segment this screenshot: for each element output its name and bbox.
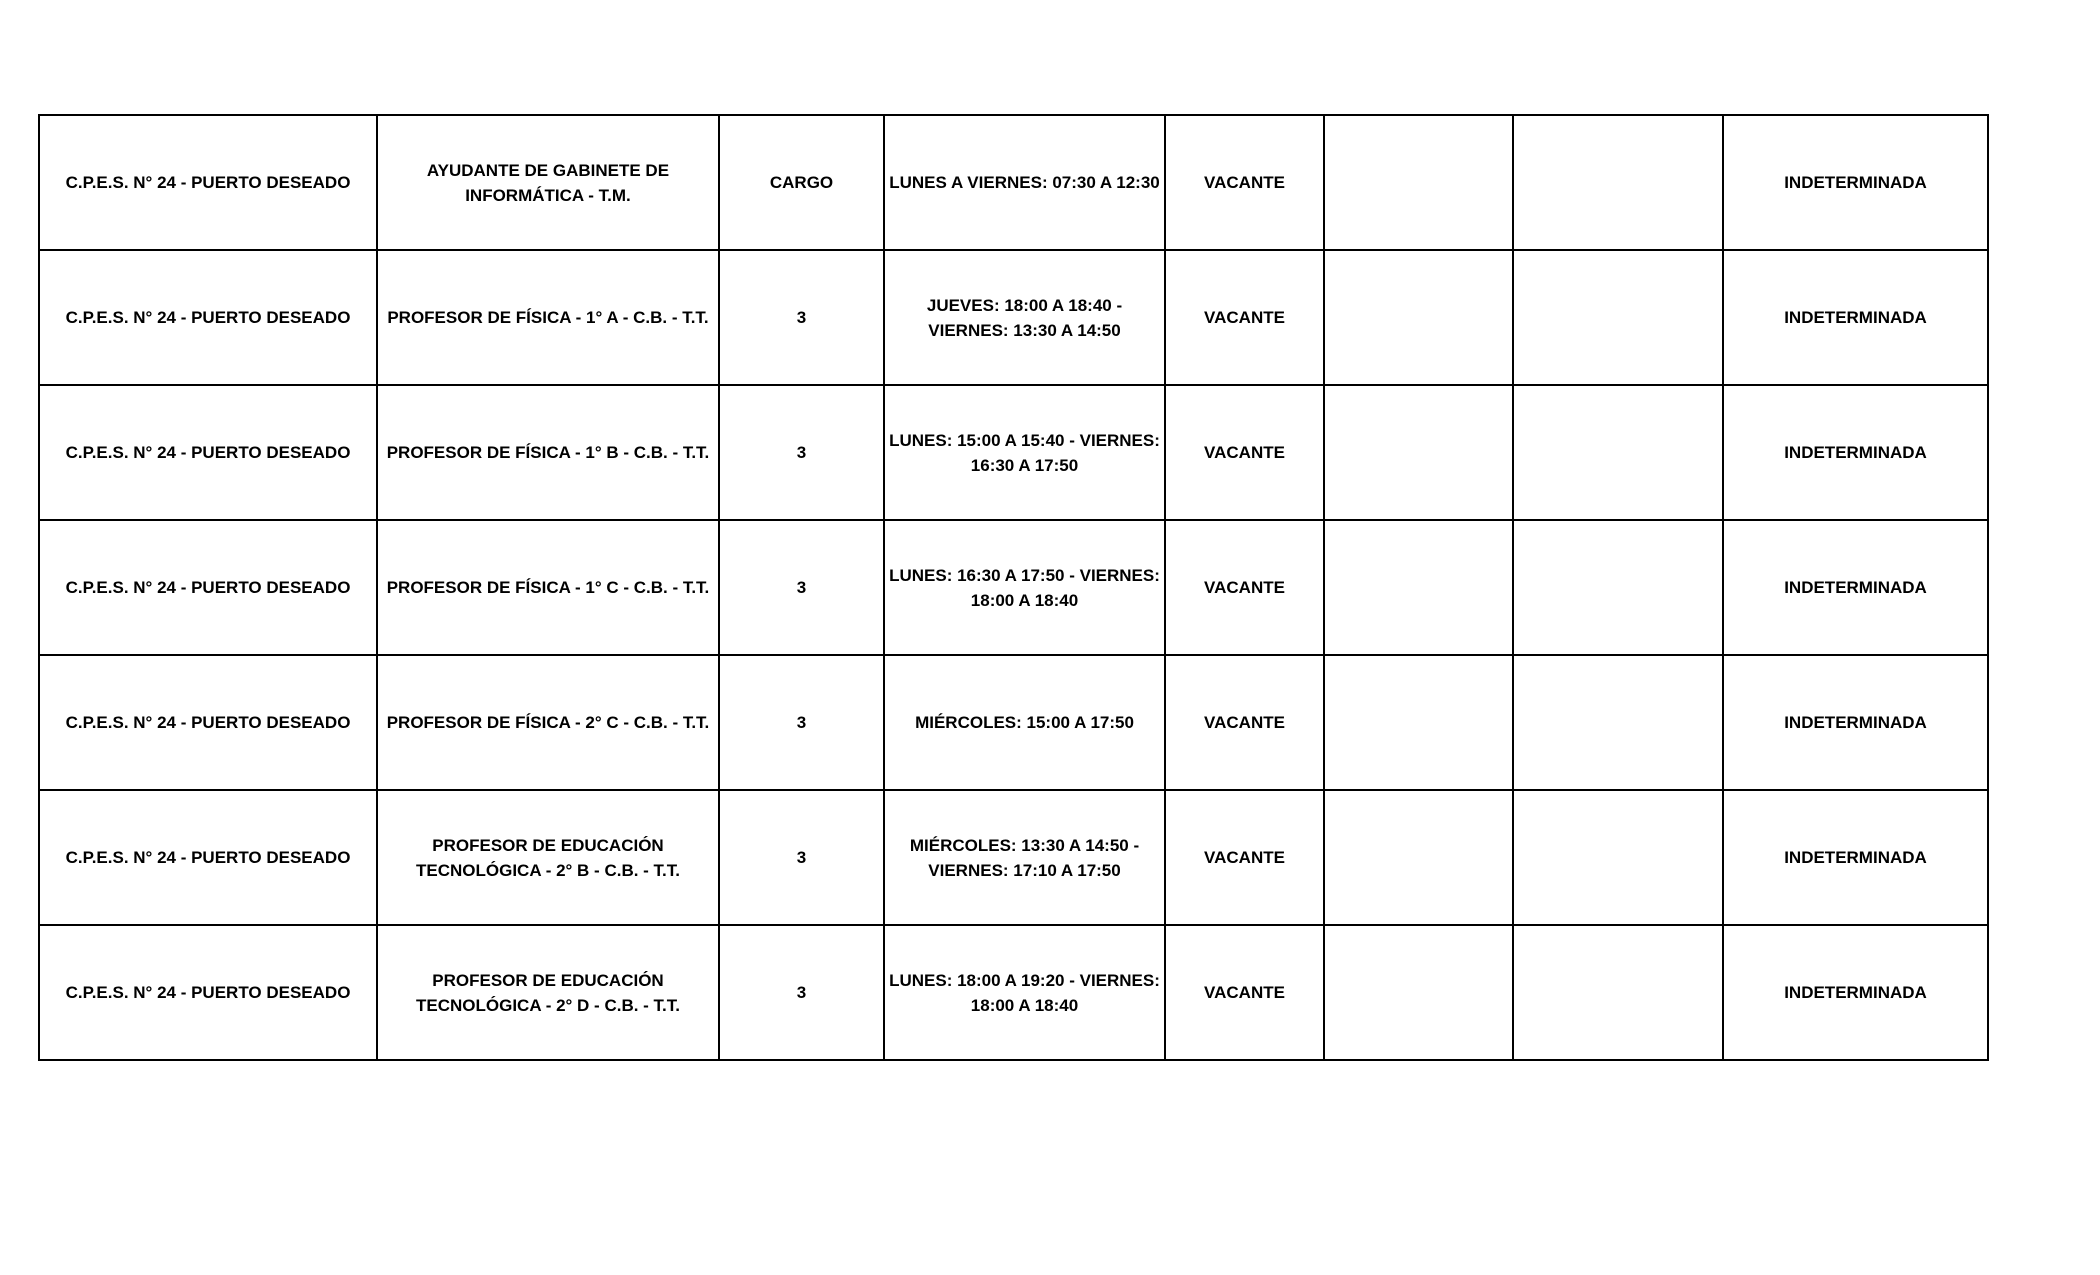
position-cell: PROFESOR DE FÍSICA - 1° C - C.B. - T.T. bbox=[377, 520, 719, 655]
empty-cell bbox=[1324, 115, 1513, 250]
term-cell: INDETERMINADA bbox=[1723, 115, 1988, 250]
empty-cell bbox=[1324, 385, 1513, 520]
table-row bbox=[39, 790, 1988, 925]
position-cell: PROFESOR DE FÍSICA - 2° C - C.B. - T.T. bbox=[377, 655, 719, 790]
hours-cell: 3 bbox=[719, 250, 884, 385]
hours-cell: 3 bbox=[719, 520, 884, 655]
empty-cell bbox=[1324, 790, 1513, 925]
table-row bbox=[39, 520, 1988, 655]
position-cell: PROFESOR DE EDUCACIÓN TECNOLÓGICA - 2° B - C.B. - T.T. bbox=[377, 790, 719, 925]
schedule-cell: LUNES: 16:30 A 17:50 - VIERNES: 18:00 A 18:40 bbox=[884, 520, 1165, 655]
position-cell: PROFESOR DE FÍSICA - 1° B - C.B. - T.T. bbox=[377, 385, 719, 520]
position-cell: PROFESOR DE EDUCACIÓN TECNOLÓGICA - 2° D - C.B. - T.T. bbox=[377, 925, 719, 1060]
empty-cell bbox=[1513, 925, 1723, 1060]
schedule-cell: LUNES: 18:00 A 19:20 - VIERNES: 18:00 A 18:40 bbox=[884, 925, 1165, 1060]
schedule-cell: JUEVES: 18:00 A 18:40 - VIERNES: 13:30 A 14:50 bbox=[884, 250, 1165, 385]
status-cell: VACANTE bbox=[1165, 115, 1324, 250]
empty-cell bbox=[1324, 520, 1513, 655]
hours-cell: 3 bbox=[719, 790, 884, 925]
status-cell: VACANTE bbox=[1165, 925, 1324, 1060]
empty-cell bbox=[1513, 115, 1723, 250]
empty-cell bbox=[1513, 385, 1723, 520]
school-cell: C.P.E.S. N° 24 - PUERTO DESEADO bbox=[39, 655, 377, 790]
status-cell: VACANTE bbox=[1165, 385, 1324, 520]
table-row bbox=[39, 655, 1988, 790]
table-row bbox=[39, 385, 1988, 520]
school-cell: C.P.E.S. N° 24 - PUERTO DESEADO bbox=[39, 520, 377, 655]
empty-cell bbox=[1513, 655, 1723, 790]
hours-cell: 3 bbox=[719, 655, 884, 790]
position-cell: PROFESOR DE FÍSICA - 1° A - C.B. - T.T. bbox=[377, 250, 719, 385]
table-row bbox=[39, 250, 1988, 385]
school-cell: C.P.E.S. N° 24 - PUERTO DESEADO bbox=[39, 925, 377, 1060]
school-cell: C.P.E.S. N° 24 - PUERTO DESEADO bbox=[39, 385, 377, 520]
empty-cell bbox=[1513, 790, 1723, 925]
schedule-cell: LUNES: 15:00 A 15:40 - VIERNES: 16:30 A 17:50 bbox=[884, 385, 1165, 520]
table-row bbox=[39, 115, 1988, 250]
schedule-cell: MIÉRCOLES: 15:00 A 17:50 bbox=[884, 655, 1165, 790]
schedule-cell: MIÉRCOLES: 13:30 A 14:50 - VIERNES: 17:10 A 17:50 bbox=[884, 790, 1165, 925]
term-cell: INDETERMINADA bbox=[1723, 790, 1988, 925]
term-cell: INDETERMINADA bbox=[1723, 655, 1988, 790]
status-cell: VACANTE bbox=[1165, 790, 1324, 925]
empty-cell bbox=[1513, 520, 1723, 655]
vacancy-table bbox=[38, 114, 1989, 1061]
term-cell: INDETERMINADA bbox=[1723, 925, 1988, 1060]
school-cell: C.P.E.S. N° 24 - PUERTO DESEADO bbox=[39, 250, 377, 385]
term-cell: INDETERMINADA bbox=[1723, 250, 1988, 385]
status-cell: VACANTE bbox=[1165, 520, 1324, 655]
schedule-cell: LUNES A VIERNES: 07:30 A 12:30 bbox=[884, 115, 1165, 250]
school-cell: C.P.E.S. N° 24 - PUERTO DESEADO bbox=[39, 115, 377, 250]
empty-cell bbox=[1324, 250, 1513, 385]
term-cell: INDETERMINADA bbox=[1723, 520, 1988, 655]
table-row bbox=[39, 925, 1988, 1060]
term-cell: INDETERMINADA bbox=[1723, 385, 1988, 520]
position-cell: AYUDANTE DE GABINETE DE INFORMÁTICA - T.M. bbox=[377, 115, 719, 250]
empty-cell bbox=[1324, 655, 1513, 790]
status-cell: VACANTE bbox=[1165, 655, 1324, 790]
school-cell: C.P.E.S. N° 24 - PUERTO DESEADO bbox=[39, 790, 377, 925]
empty-cell bbox=[1513, 250, 1723, 385]
hours-cell: 3 bbox=[719, 925, 884, 1060]
empty-cell bbox=[1324, 925, 1513, 1060]
hours-cell: 3 bbox=[719, 385, 884, 520]
status-cell: VACANTE bbox=[1165, 250, 1324, 385]
hours-cell: CARGO bbox=[719, 115, 884, 250]
